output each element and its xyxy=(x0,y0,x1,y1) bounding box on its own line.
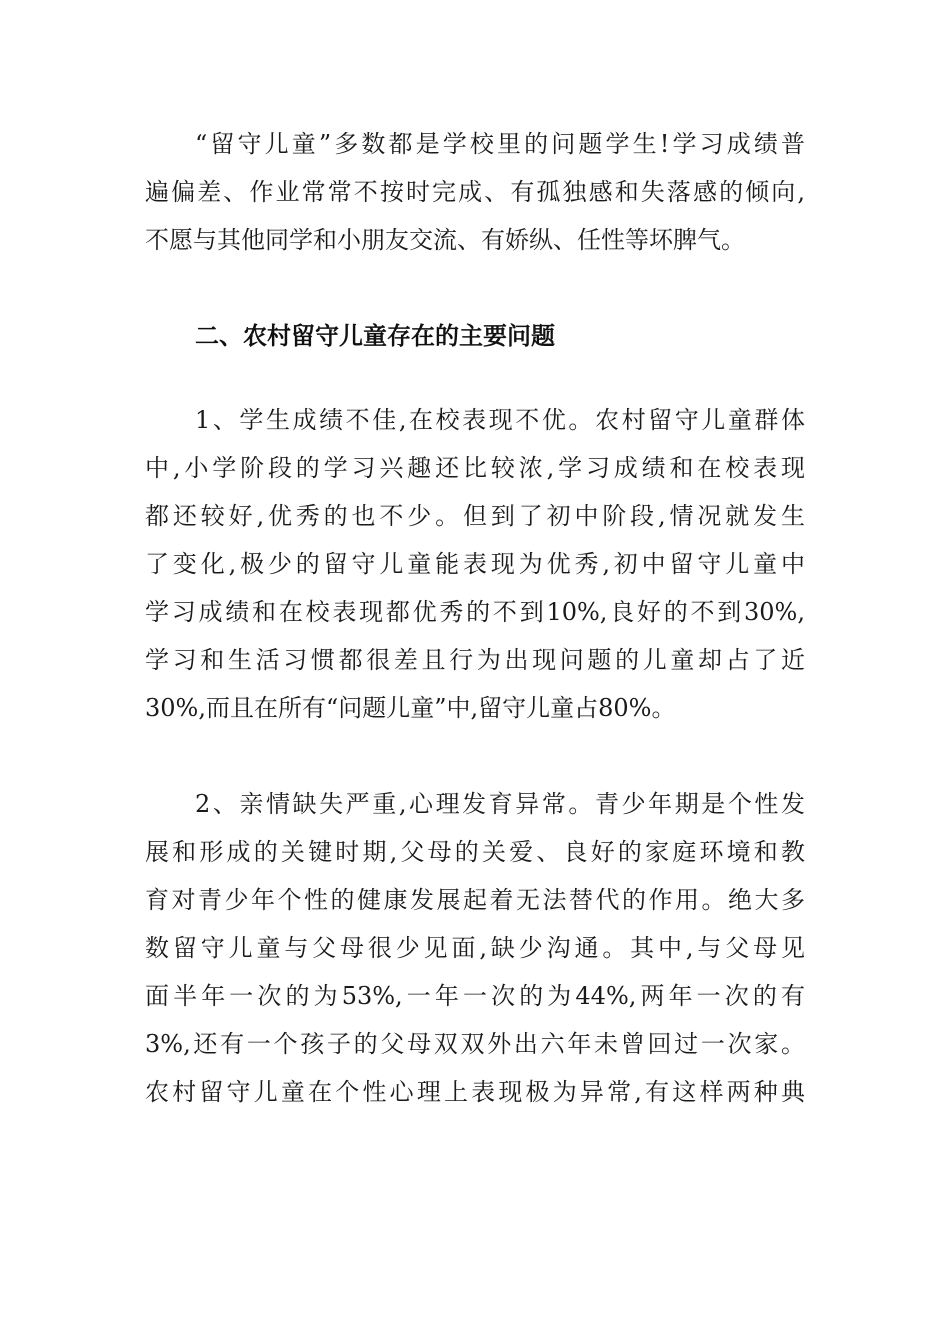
p1-line-5: 学习成绩和在校表现都优秀的不到10%,良好的不到30%, xyxy=(145,598,805,626)
p2-line-5: 面半年一次的为53%,一年一次的为44%,两年一次的有 xyxy=(145,982,805,1010)
p2-line-4: 数留守儿童与父母很少见面,缺少沟通。其中,与父母见 xyxy=(145,934,805,962)
p1-line-6: 学习和生活习惯都很差且行为出现问题的儿童却占了近 xyxy=(145,646,805,674)
p1-line-1: 1、学生成绩不佳,在校表现不优。农村留守儿童群体 xyxy=(195,406,805,434)
p1-line-3: 都还较好,优秀的也不少。但到了初中阶段,情况就发生 xyxy=(145,502,805,530)
paragraph-1 xyxy=(145,396,805,732)
intro-line-2: 遍偏差、作业常常不按时完成、有孤独感和失落感的倾向, xyxy=(145,178,805,206)
p2-line-6: 3%,还有一个孩子的父母双双外出六年未曾回过一次家。 xyxy=(145,1030,805,1058)
p2-line-2: 展和形成的关键时期,父母的关爱、良好的家庭环境和教 xyxy=(145,838,805,866)
p1-line-7: 30%,而且在所有“问题儿童”中,留守儿童占80%。 xyxy=(145,694,676,722)
intro-paragraph xyxy=(145,120,805,264)
intro-line-1: “留守儿童”多数都是学校里的问题学生!学习成绩普 xyxy=(195,130,805,158)
paragraph-2 xyxy=(145,780,805,1116)
section-heading: 二、农村留守儿童存在的主要问题 xyxy=(195,322,555,350)
p2-line-1: 2、亲情缺失严重,心理发育异常。青少年期是个性发 xyxy=(195,790,805,818)
p2-line-7: 农村留守儿童在个性心理上表现极为异常,有这样两种典 xyxy=(145,1078,805,1106)
intro-line-3: 不愿与其他同学和小朋友交流、有娇纵、任性等坏脾气。 xyxy=(145,226,745,254)
p1-line-2: 中,小学阶段的学习兴趣还比较浓,学习成绩和在校表现 xyxy=(145,454,805,482)
p2-line-3: 育对青少年个性的健康发展起着无法替代的作用。绝大多 xyxy=(145,886,805,914)
p1-line-4: 了变化,极少的留守儿童能表现为优秀,初中留守儿童中 xyxy=(145,550,805,578)
